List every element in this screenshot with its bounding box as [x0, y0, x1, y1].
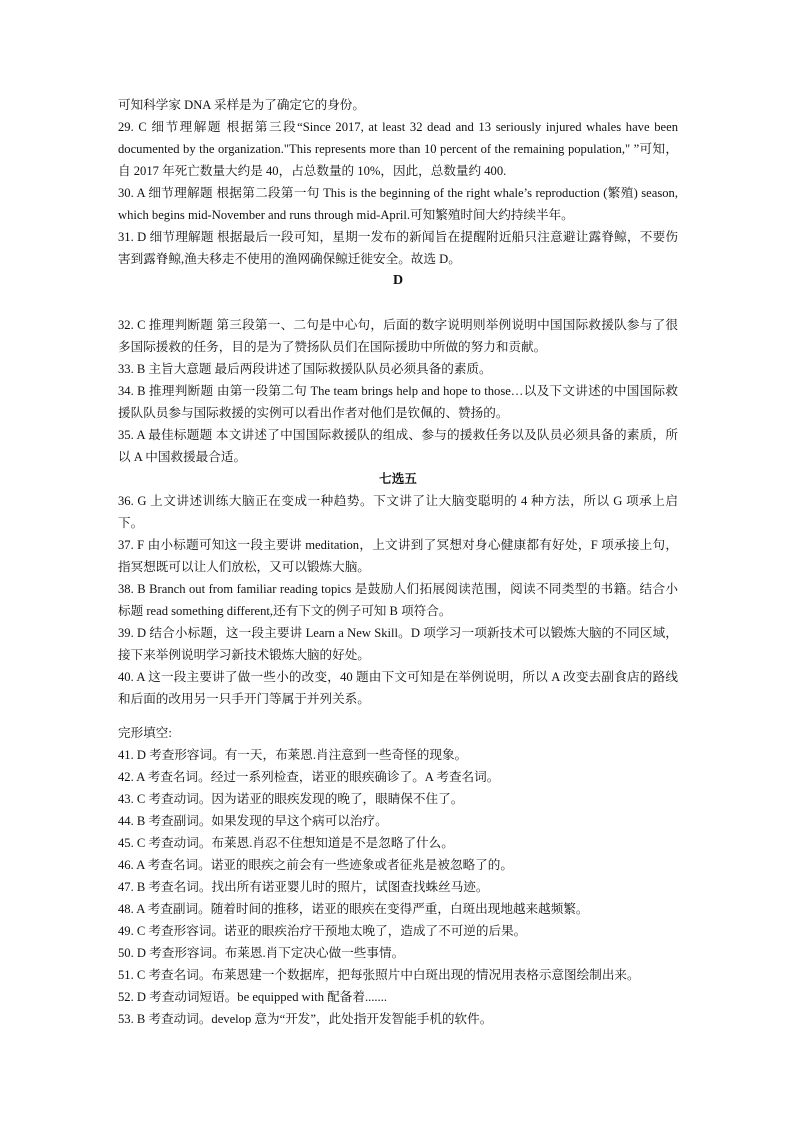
answer-53: 53. B 考查动词。develop 意为“开发”，此处指开发智能手机的软件。: [118, 1012, 493, 1026]
answer-47: 47. B 考查名词。找出所有诺亚婴儿时的照片，试图查找蛛丝马迹。: [118, 880, 489, 894]
answer-50: 50. D 考查形容词。布莱恩.肖下定决心做一些事情。: [118, 946, 405, 960]
answer-32: 32. C 推理判断题 第三段第一、二句是中心句，后面的数字说明则举例说明中国国际救援队参与了很多国际援救的任务，目的是为了赞扬队员们在国际援助中所做的努力和贡献。: [118, 318, 678, 354]
answer-38: 38. B Branch out from familiar reading topics 是鼓励人们拓展阅读范围，阅读不同类型的书籍。结合小标题 read something different,还有下文的例子可知 B 项符合。: [118, 582, 678, 618]
answer-29: 29. C 细节理解题 根据第三段“Since 2017, at least 32 dead and 13 seriously injured whales have been documented by the organization."This represents more than 10 percent of the remaining population," ”可知，自 2017 年死亡数量大约是 40，占总数量的 10%，因此，总数量约 400.: [118, 120, 678, 178]
answer-30: 30. A 细节理解题 根据第二段第一句 This is the beginning of the right whale’s reproduction (繁殖) season, which begins mid-November and runs through mid-April.可知繁殖时间大约持续半年。: [118, 186, 678, 222]
answer-51: 51. C 考查名词。布莱恩建一个数据库，把每张照片中白斑出现的情况用表格示意图绘制出来。: [118, 968, 640, 982]
answer-52: 52. D 考查动词短语。be equipped with 配备着.......: [118, 990, 387, 1004]
answer-44: 44. B 考查副词。如果发现的早这个病可以治疗。: [118, 814, 388, 828]
answer-49: 49. C 考查形容词。诺亚的眼疾治疗干预地太晚了，造成了不可逆的后果。: [118, 924, 527, 938]
section-heading-cloze: 完形填空:: [118, 726, 172, 740]
answer-40: 40. A 这一段主要讲了做一些小的改变，40 题由下文可知是在举例说明，所以 A 改变去副食店的路线和后面的改用另一只手开门等属于并列关系。: [118, 670, 678, 706]
spacer: [118, 710, 678, 722]
answer-37: 37. F 由小标题可知这一段主要讲 meditation，上文讲到了冥想对身心健康都有好处，F 项承接上句，指冥想既可以让人们放松，又可以锻炼大脑。: [118, 538, 678, 574]
paragraph-intro: 可知科学家 DNA 采样是为了确定它的身份。: [118, 98, 365, 112]
document-page: [118, 94, 678, 1030]
answer-31: 31. D 细节理解题 根据最后一段可知，星期一发布的新闻旨在提醒附近船只注意避让露脊鲸，不要伤害到露脊鲸,渔夫移走不使用的渔网确保鲸迁徙安全。故选 D。: [118, 230, 678, 266]
answer-41: 41. D 考查形容词。有一天，布莱恩.肖注意到一些奇怪的现象。: [118, 748, 468, 762]
answer-33: 33. B 主旨大意题 最后两段讲述了国际救援队队员必须具备的素质。: [118, 362, 492, 376]
answer-48: 48. A 考查副词。随着时间的推移，诺亚的眼疾在变得严重，白斑出现地越来越频繁。: [118, 902, 589, 916]
answer-39: 39. D 结合小标题，这一段主要讲 Learn a New Skill。D 项学习一项新技术可以锻炼大脑的不同区域，接下来举例说明学习新技术锻炼大脑的好处。: [118, 626, 678, 662]
section-heading-seven-choose-five: 七选五: [379, 472, 417, 486]
answer-35: 35. A 最佳标题题 本文讲述了中国国际救援队的组成、参与的援救任务以及队员必须具备的素质，所以 A 中国救援最合适。: [118, 428, 678, 464]
answer-43: 43. C 考查动词。因为诺亚的眼疾发现的晚了，眼睛保不住了。: [118, 792, 464, 806]
answer-45: 45. C 考查动词。布莱恩.肖忍不住想知道是不是忽略了什么。: [118, 836, 454, 850]
section-heading-d: D: [392, 273, 404, 288]
answer-42: 42. A 考查名词。经过一系列检查，诺亚的眼疾确诊了。A 考查名词。: [118, 770, 500, 784]
answer-34: 34. B 推理判断题 由第一段第二句 The team brings help and hope to those…以及下文讲述的中国国际救援队队员参与国际救援的实例可以看出作者对他们是钦佩的、赞扬的。: [118, 384, 678, 420]
answer-36: 36. G 上文讲述训练大脑正在变成一种趋势。下文讲了让大脑变聪明的 4 种方法，所以 G 项承上启下。: [118, 494, 678, 530]
answer-46: 46. A 考查名词。诺亚的眼疾之前会有一些迹象或者征兆是被忽略了的。: [118, 858, 513, 872]
